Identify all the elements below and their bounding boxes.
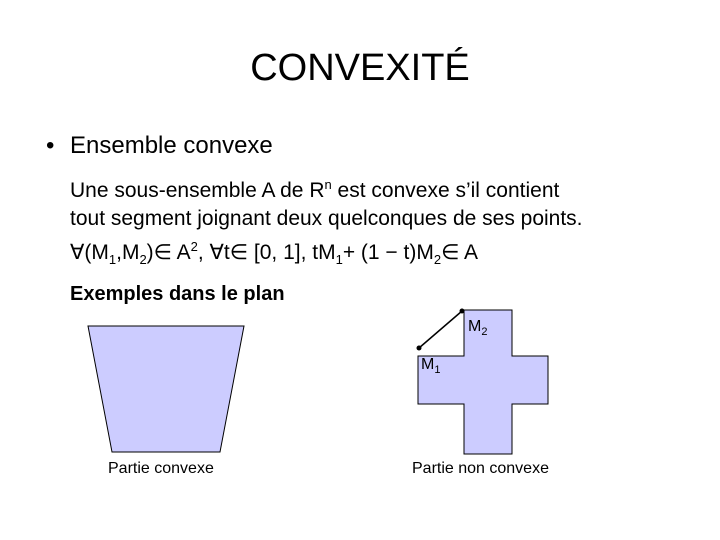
label-m1: $M_1$ (421, 356, 441, 377)
label-m2: $M_2$ (468, 318, 488, 339)
slide-title: CONVEXITÉ (250, 47, 470, 89)
bullet-marker: • (46, 132, 55, 159)
definition-line-2: tout segment joignant deux quelconques de ses points. (70, 207, 583, 230)
forall-symbol: ∀ (209, 241, 224, 264)
forall-symbol: ∀ (70, 241, 85, 264)
convexity-formula: $\forall(M_1,M_2)\in$ $A^2$, ∀t∈ [0, 1], $tM_1+ (1$ − $t)M_2\in$ A (70, 239, 479, 268)
segment-m1-m2 (419, 311, 462, 348)
definition-line-1: Une sous-ensemble A de $R^n$ est convexe s’il contient (70, 177, 560, 202)
point-m2-dot (460, 309, 465, 314)
nonconvex-caption: Partie non convexe (412, 460, 549, 477)
convex-trapezoid (88, 326, 244, 452)
superscript-n: n (324, 177, 332, 192)
examples-heading: Exemples dans le plan (70, 283, 285, 305)
convex-caption: Partie convexe (108, 460, 214, 477)
point-m1-dot (417, 346, 422, 351)
bullet-text: Ensemble convexe (70, 132, 273, 159)
